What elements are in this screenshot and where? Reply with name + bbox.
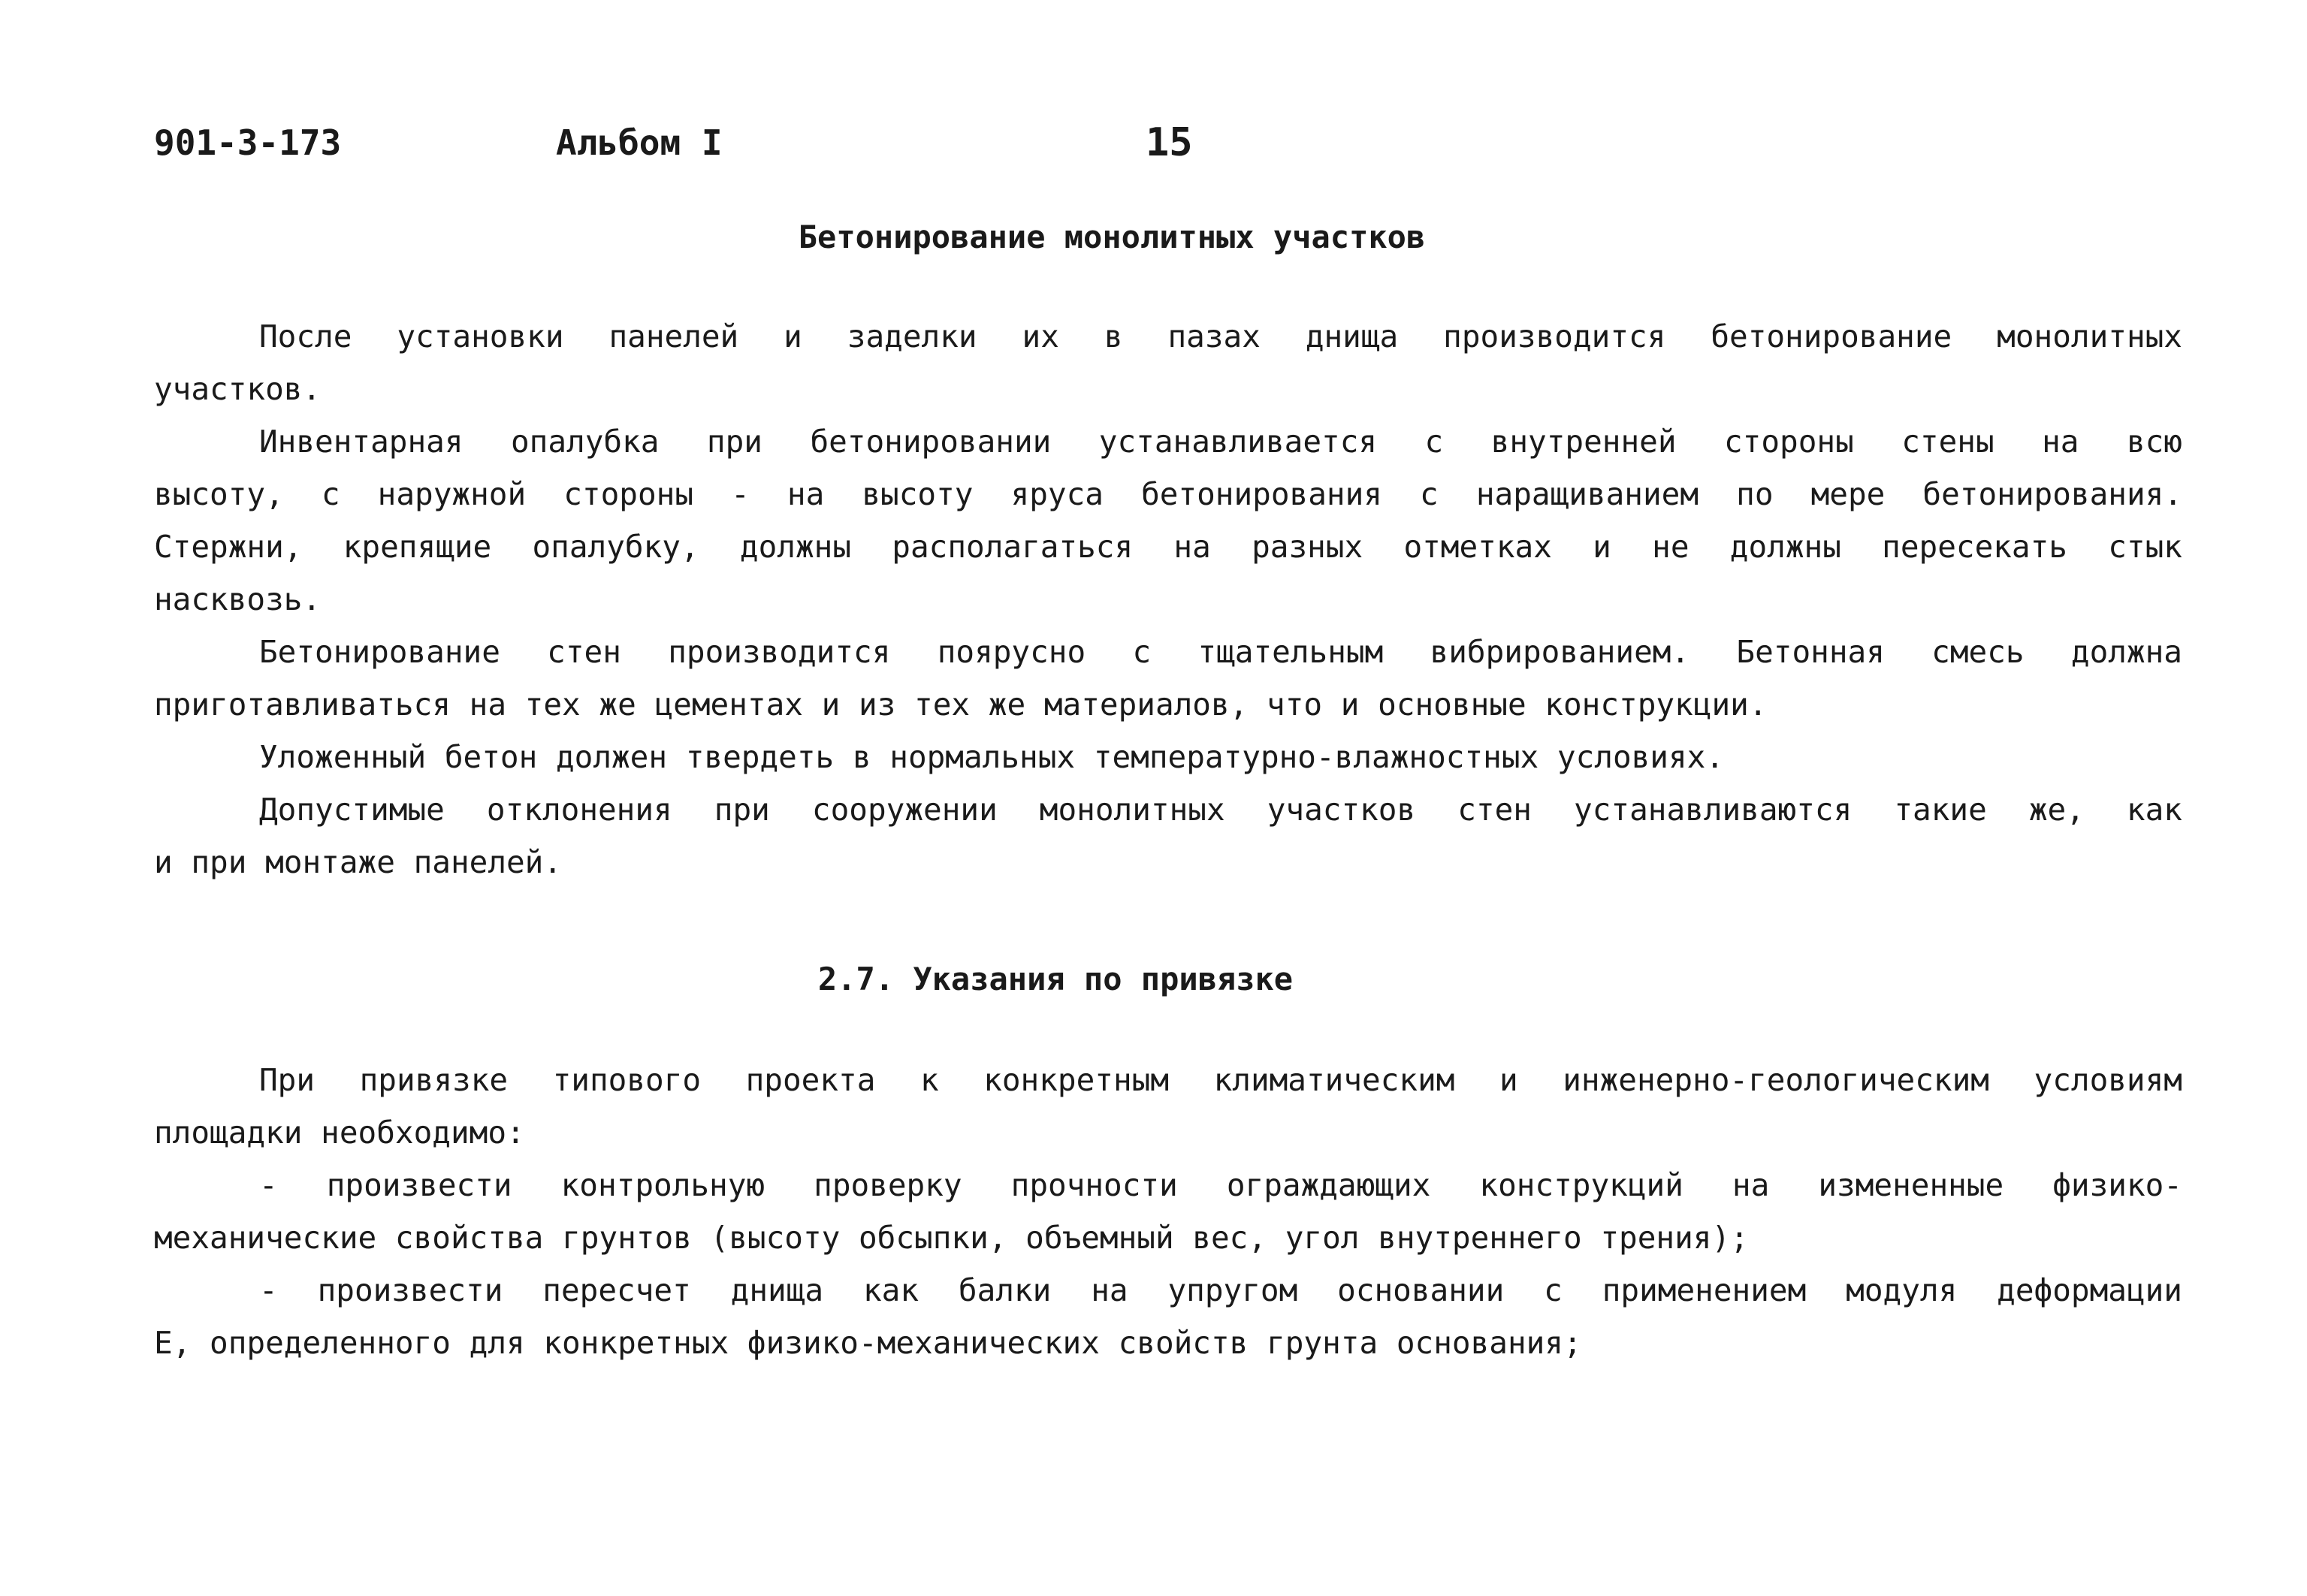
text-line: приготавливаться на тех же цементах и из тех же материалов, что и основные конструкции. [154, 686, 1768, 723]
text-line: механические свойства грунтов (высоту обсыпки, объемный вес, угол внутреннего трения); [154, 1220, 1749, 1256]
text-line: - произвести пересчет днища как балки на упругом основании с применением модуля деформации [259, 1272, 2182, 1308]
text-line: высоту, с наружной стороны - на высоту яруса бетонирования с наращиванием по мере бетонирования. [154, 476, 2182, 512]
section-title-concreting: Бетонирование монолитных участков [798, 219, 1426, 255]
text-line: Инвентарная опалубка при бетонировании устанавливается с внутренней стороны стены на всю [259, 424, 2182, 460]
text-line: Допустимые отклонения при сооружении монолитных участков стен устанавливаются такие же, как [259, 792, 2182, 828]
text-line: Уложенный бетон должен твердеть в нормальных температурно-влажностных условиях. [259, 739, 1725, 775]
text-line: При привязке типового проекта к конкретным климатическим и инженерно-геологическим условиям [259, 1062, 2182, 1098]
document-code: 901-3-173 [154, 122, 342, 163]
text-line: После установки панелей и заделки их в пазах днища производится бетонирование монолитных [259, 318, 2182, 354]
text-line: насквозь. [154, 581, 322, 617]
text-line: Бетонирование стен производится поярусно с тщательным вибрированием. Бетонная смесь должна [259, 634, 2182, 670]
text-line: участков. [154, 371, 322, 407]
page-number: 15 [1146, 120, 1193, 165]
text-line: Е, определенного для конкретных физико-механических свойств грунта основания; [154, 1325, 1582, 1361]
text-line: площадки необходимо: [154, 1115, 525, 1151]
text-line: - произвести контрольную проверку прочности ограждающих конструкций на измененные физико- [259, 1167, 2182, 1203]
text-line: Стержни, крепящие опалубку, должны располагаться на разных отметках и не должны пересекать стык [154, 529, 2182, 565]
text-line: и при монтаже панелей. [154, 844, 563, 880]
album-label: Альбом I [556, 122, 723, 163]
section-title-binding-instructions: 2.7. Указания по привязке [817, 961, 1294, 997]
